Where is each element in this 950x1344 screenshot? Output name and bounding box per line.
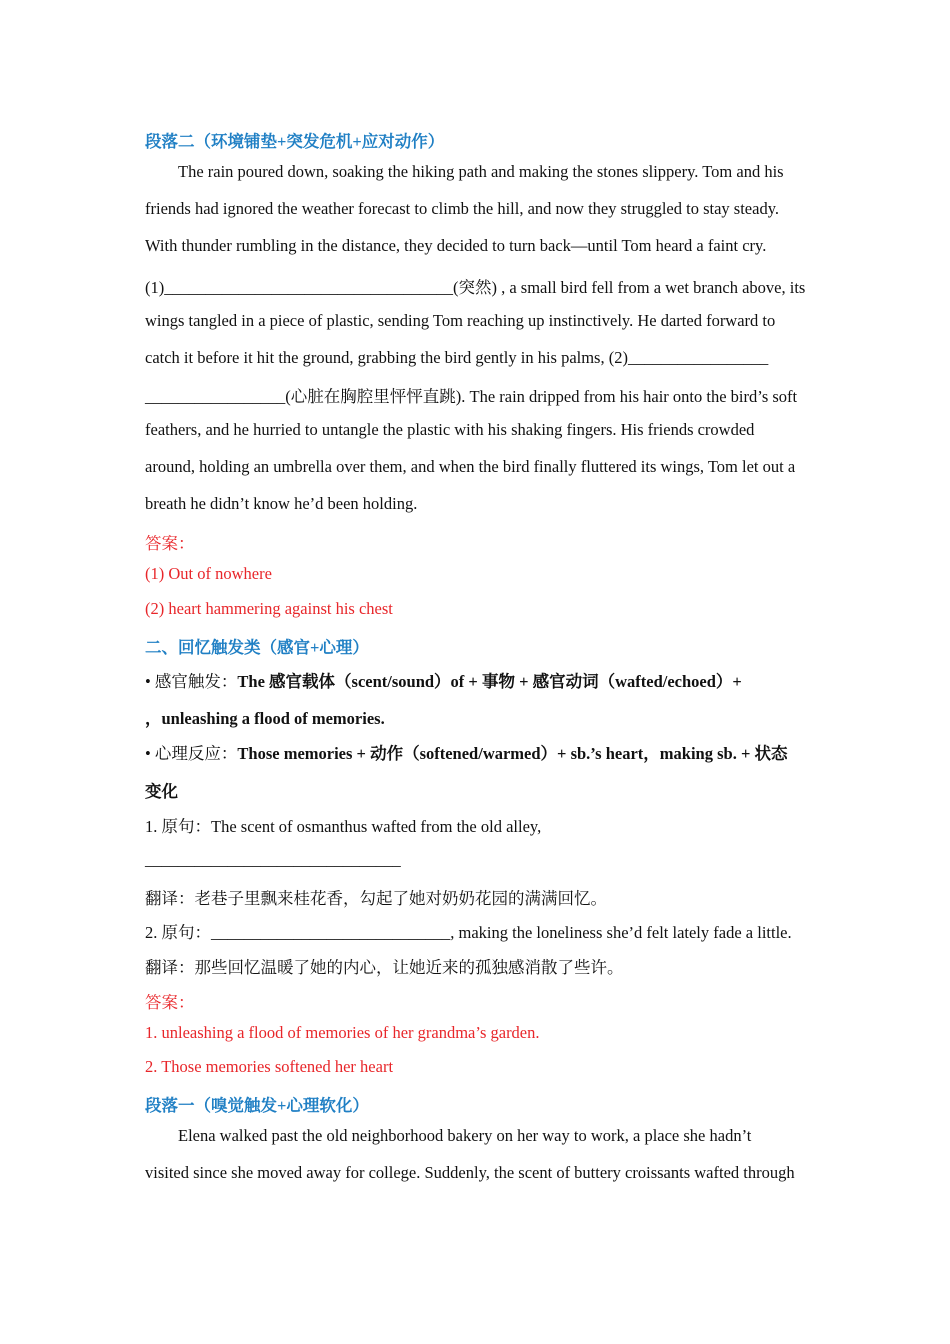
example-1-translation: 翻译：老巷子里飘来桂花香，勾起了她对奶奶花园的满满回忆。 xyxy=(145,889,607,908)
paragraph-line: The rain poured down, soaking the hiking path and making the stones slippery. Tom and his xyxy=(178,162,784,181)
paragraph-line: wings tangled in a piece of plastic, sending Tom reaching up instinctively. He darted forward to xyxy=(145,311,776,330)
paragraph-line: With thunder rumbling in the distance, they decided to turn back—until Tom heard a faint cry. xyxy=(145,236,767,255)
bullet-label: • 心理反应： xyxy=(145,744,238,763)
paragraph-line: around, holding an umbrella over them, and when the bird finally fluttered its wings, Tom let out a xyxy=(145,457,796,476)
paragraph-line: friends had ignored the weather forecast to climb the hill, and now they struggled to stay steady. xyxy=(145,199,780,218)
paragraph-line-blank-1: (1)___________________________________(突然) , a small bird fell from a wet branch above, its xyxy=(145,278,806,297)
section-heading-memory-trigger: 二、回忆触发类（感官+心理） xyxy=(145,638,369,657)
paragraph-line: feathers, and he hurried to untangle the plastic with his shaking fingers. His friends crowded xyxy=(145,420,755,439)
answer-label: 答案： xyxy=(145,993,195,1012)
bullet-formula-continuation: 变化 xyxy=(145,782,178,801)
example-1-original: 1. 原句：The scent of osmanthus wafted from the old alley, xyxy=(145,817,542,836)
paragraph-line: breath he didn’t know he’d been holding. xyxy=(145,494,418,513)
section-heading-paragraph-two: 段落二（环境铺垫+突发危机+应对动作） xyxy=(145,132,445,151)
section-heading-paragraph-one: 段落一（嗅觉触发+心理软化） xyxy=(145,1096,369,1115)
answer-item: (1) Out of nowhere xyxy=(145,564,272,583)
answer-label: 答案： xyxy=(145,534,195,553)
paragraph-line: _________________(心脏在胸腔里怦怦直跳). The rain dripped from his hair onto the bird’s soft xyxy=(145,387,798,406)
paragraph-line-blank-2: catch it before it hit the ground, grabbing the bird gently in his palms, (2)_________________ xyxy=(145,348,769,367)
answer-item: (2) heart hammering against his chest xyxy=(145,599,393,618)
bullet-sensory-trigger xyxy=(145,668,742,692)
example-1-blank: _______________________________ xyxy=(145,850,401,869)
paragraph-line: Elena walked past the old neighborhood bakery on her way to work, a place she hadn’t xyxy=(178,1126,752,1145)
example-2-translation: 翻译：那些回忆温暖了她的内心，让她近来的孤独感消散了些许。 xyxy=(145,958,624,977)
answer-item: 1. unleashing a flood of memories of her grandma’s garden. xyxy=(145,1023,540,1042)
bullet-label: • 感官触发： xyxy=(145,672,238,691)
bullet-formula: The 感官载体（scent/sound）of + 事物 + 感官动词（wafted/echoed）+ xyxy=(237,672,742,691)
bullet-formula: Those memories + 动作（softened/warmed）+ sb.’s heart，making sb. + 状态 xyxy=(237,744,788,763)
bullet-psychological-reaction xyxy=(145,740,787,764)
example-2-original: 2. 原句：_____________________________, making the loneliness she’d felt lately fade a little. xyxy=(145,923,792,942)
bullet-formula-continuation: ，unleashing a flood of memories. xyxy=(145,709,385,728)
answer-item: 2. Those memories softened her heart xyxy=(145,1057,394,1076)
paragraph-line: visited since she moved away for college. Suddenly, the scent of buttery croissants wafted through xyxy=(145,1163,795,1182)
